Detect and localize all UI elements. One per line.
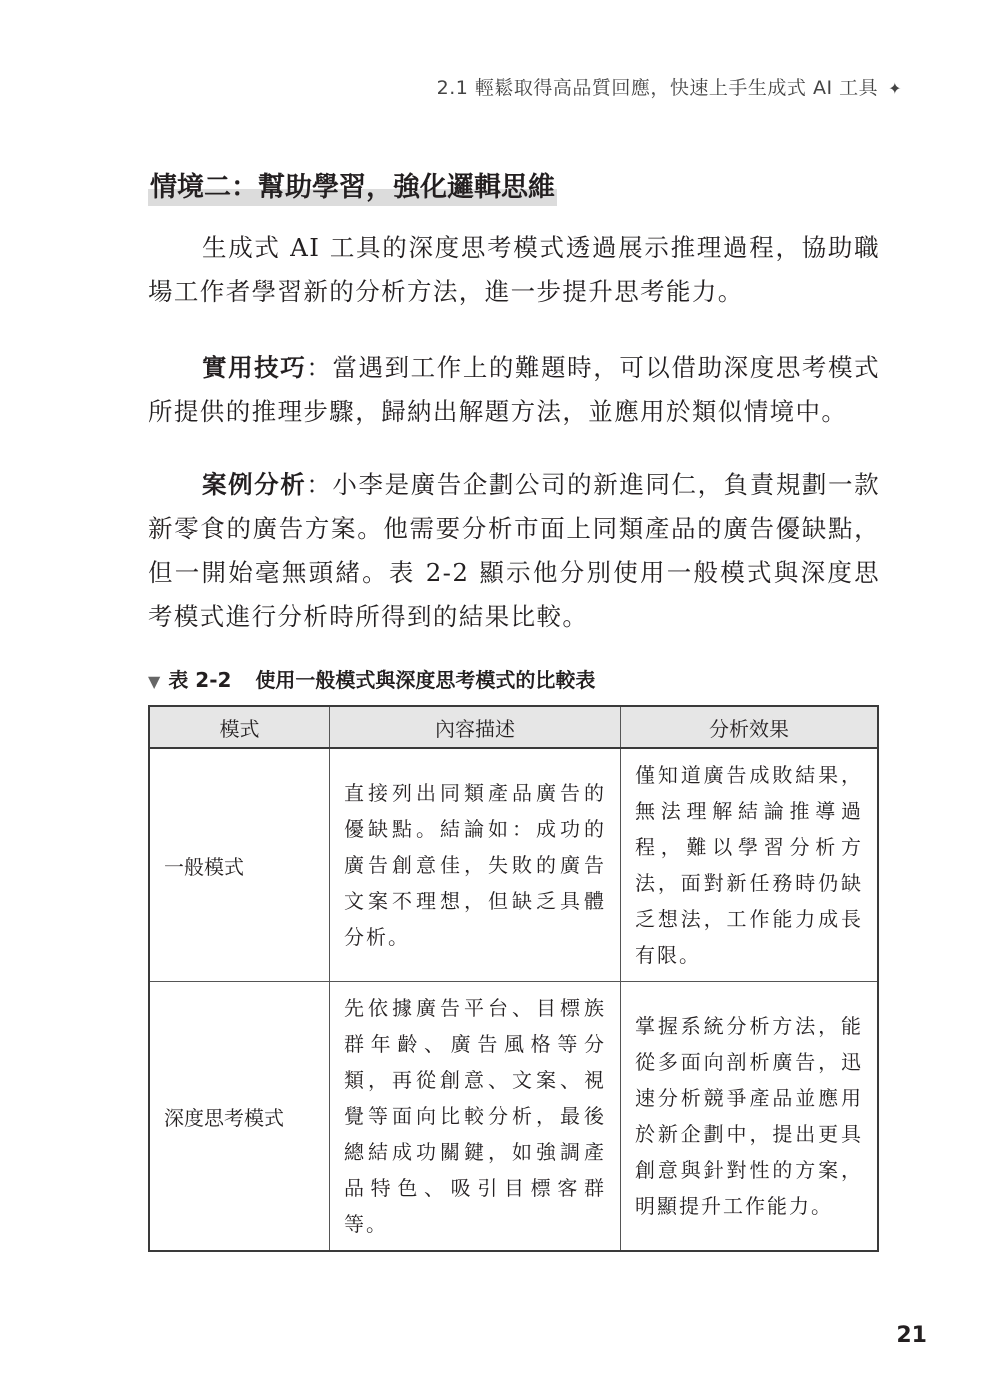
page-number: 21: [896, 1323, 927, 1348]
cell-description: 直接列出同類產品廣告的優缺點。結論如：成功的廣告創意佳，失敗的廣告文案不理想，但缺乏具體分析。: [330, 748, 621, 982]
header-mode: 模式: [149, 706, 330, 748]
intro-text: 生成式 AI 工具的深度思考模式透過展示推理過程，協助職場工作者學習新的分析方法，進一步提升思考能力。: [148, 233, 880, 306]
header-description: 內容描述: [330, 706, 621, 748]
cell-mode: 一般模式: [149, 748, 330, 982]
case-label: 案例分析: [202, 470, 307, 499]
running-header: [437, 73, 902, 100]
running-header-text: 2.1 輕鬆取得高品質回應，快速上手生成式 AI 工具: [436, 77, 879, 99]
cell-description: 先依據廣告平台、目標族群年齡、廣告風格等分類，再從創意、文案、視覺等面向比較分析，最後總結成功關鍵，如強調產品特色、吸引目標客群等。: [330, 982, 621, 1252]
cell-effect: 掌握系統分析方法，能從多面向剖析廣告，迅速分析競爭產品並應用於新企劃中，提出更具創意與針對性的方案，明顯提升工作能力。: [621, 982, 879, 1252]
table-row: [149, 982, 878, 1252]
tip-label: 實用技巧: [202, 353, 307, 382]
case-paragraph: [148, 463, 880, 639]
table-caption-title: 使用一般模式與深度思考模式的比較表: [255, 668, 596, 692]
cell-mode: 深度思考模式: [149, 982, 330, 1252]
triangle-down-icon: ▼: [148, 672, 161, 691]
table-caption-number: 表 2-2: [168, 668, 232, 692]
table-caption: [148, 662, 595, 700]
star-icon: ✦: [888, 79, 902, 98]
cell-effect: 僅知道廣告成敗結果，無法理解結論推導過程，難以學習分析方法，面對新任務時仍缺乏想法，工作能力成長有限。: [621, 748, 879, 982]
intro-paragraph: [148, 226, 880, 314]
tip-paragraph: [148, 346, 880, 434]
tip-content: [148, 346, 880, 434]
table-header-row: [149, 706, 878, 748]
case-text: ：小李是廣告企劃公司的新進同仁，負責規劃一款新零食的廣告方案。他需要分析市面上同類產品的廣告優缺點，但一開始毫無頭緒。表 2-2 顯示他分別使用一般模式與深度思考模式進行分析時所得到的結果比較。: [148, 470, 880, 631]
comparison-table: [148, 705, 879, 1252]
table-row: [149, 748, 878, 982]
section-heading: 情境二：幫助學習，強化邏輯思維: [148, 168, 557, 208]
header-effect: 分析效果: [621, 706, 879, 748]
case-content: [148, 463, 880, 639]
tip-text: ：當遇到工作上的難題時，可以借助深度思考模式所提供的推理步驟，歸納出解題方法，並應用於類似情境中。: [148, 353, 880, 426]
